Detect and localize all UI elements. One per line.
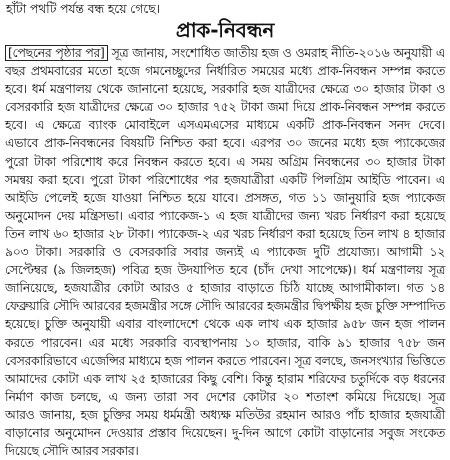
article-line: পুরো টাকা পরিশোধ করে নিবন্ধন করতে হবে। এ সময় অগ্রিম নিবন্ধনের ৩০ হাজার টাকা: [5, 154, 445, 169]
article-line: বেসরকারিভাবে এজেন্সির মাধ্যমে হজ পালন করতে পারবেন। সূত্র বলছে, জনসংখ্যার ভিত্তিতে: [5, 353, 445, 368]
article-line: সমন্বয় করা হবে। পুরো টাকা পরিশোধের পর হজযাত্রীরা একটি পিলগ্রিম আইডি পাবেন। এ: [5, 172, 445, 187]
article-body: [5, 44, 445, 460]
article-line: হবে। ধর্ম মন্ত্রণালয় থেকে জানানো হয়েছে, সরকারি হজ যাত্রীদের ক্ষেত্রে ৩০ হাজার টাকা ও: [5, 82, 445, 97]
article-line: বাড়ানোর অনুমোদন দেওয়ার প্রস্তাব দিয়েছেন। দু-দিন আগে কোটা বাড়ানোর সবুজ সংকেত: [5, 425, 445, 440]
article-line: বেসরকারি হজ যাত্রীদের ক্ষেত্রে ৩০ হাজার ৭৫২ টাকা জমা দিয়ে প্রাক-নিবন্ধন সম্পন্ন করতে: [5, 100, 445, 115]
article-line: আরও জানায়, হজ চুক্তির সময় ধর্মমন্ত্রী অধ্যক্ষ মতিউর রহমান আরও পাঁচ হাজার হজযাত্রী: [5, 407, 445, 422]
article-line: হবে। এ ক্ষেত্রে ব্যাংক মোবাইলে এসএমএসের মাধ্যমে একটি প্রাক-নিবন্ধন সনদ দেবে।: [5, 118, 445, 133]
article-line: এভাবে প্রাক-নিবন্ধনের বিষয়টি নিশ্চিত করা হবে। এরপর ৩০ জনের মধ্যে হজ প্যাকেজের: [5, 136, 445, 151]
article-line: দিয়েছে সৌদি আরব সরকার।: [5, 444, 139, 459]
article-line: ফেব্রুয়ারি সৌদি আরবের হজমন্ত্রীর সঙ্গে সৌদি আরবের হজমন্ত্রীর দ্বিপক্ষীয় হজ চুক্তি সম্পাদিত: [5, 299, 445, 314]
article-line: করতে পারবেন। এর মধ্যে সরকারি ব্যবস্থাপনায় ১০ হাজার, বাকি ৯১ হাজার ৭৫৮ জন: [5, 335, 445, 350]
continued-from-back-page-label: [পেছনের পৃষ্ঠার পর]: [5, 45, 108, 61]
article-line: নির্মাণ কাজ চলছে, এ জন্য তারা সব দেশের কোটার ২০ শতাংশ কমিয়ে দিয়েছে। সূত্র: [5, 389, 445, 404]
article-line: জানিয়েছে, হজযাত্রীর কোটা আরও ৫ হাজার বাড়াতে চিঠি যাচ্ছে আগামীকাল। গত ১৪: [5, 281, 445, 296]
article-line: তিন লাখ ৬০ হাজার ২৮ টাকা। প্যাকেজ-২ এর খরচ নির্ধারণ করা হয়েছে তিন লাখ ৪ হাজার: [5, 226, 445, 241]
article-line: হয়েছে। চুক্তি অনুযায়ী এবার বাংলাদেশে থেকে এক লাখ এক হাজার ৯৫৮ জন হজ পালন: [5, 317, 445, 332]
article-line-text: সূত্র জানায়, সংশোধিত জাতীয় হজ ও ওমরাহ নীতি-২০১৬ অনুযায়ী এ: [111, 46, 445, 60]
article-line: ৯০৩ টাকা। সরকারি ও বেসরকারি সবার জন্যই এ প্যাকেজ দুটি প্রযোজ্য। আগামী ১২: [5, 245, 445, 260]
article-line: অনুমোদন দেয় মন্ত্রিসভা। এবার প্যাকেজ-১ এ হজ যাত্রীদের জন্য খরচ নির্ধারণ করা হয়েছে: [5, 208, 445, 223]
article-line: বছর প্রথমবারের মতো হজে গমনেচ্ছুদের নির্ধারিত সময়ের মধ্যে প্রাক-নিবন্ধন সম্পন্ন করতে: [5, 64, 445, 79]
article-line: [5, 44, 445, 62]
previous-article-fragment: হাঁটা পথটি পর্যন্ত বন্ধ হয়ে গেছে।: [6, 1, 160, 16]
article-headline: প্রাক-নিবন্ধন: [175, 18, 275, 42]
article-line: আমাদের কোটা এক লাখ ২৫ হাজারের কিছু বেশি। কিন্তু হারাম শরিফের চতুর্দিকে বড় ধরনের: [5, 371, 445, 386]
article-line: আইডি পেলেই হজে যাওয়া নিশ্চিত হয়ে যাবে। প্রসঙ্গত, গত ১১ জানুয়ারি হজ প্যাকেজ: [5, 190, 445, 205]
article-line: সেপ্টেম্বর (৯ জিলহজ) পবিত্র হজ উদযাপিত হবে (চাঁদ দেখা সাপেক্ষে)। ধর্ম মন্ত্রণালয় সূত্র: [5, 263, 445, 278]
